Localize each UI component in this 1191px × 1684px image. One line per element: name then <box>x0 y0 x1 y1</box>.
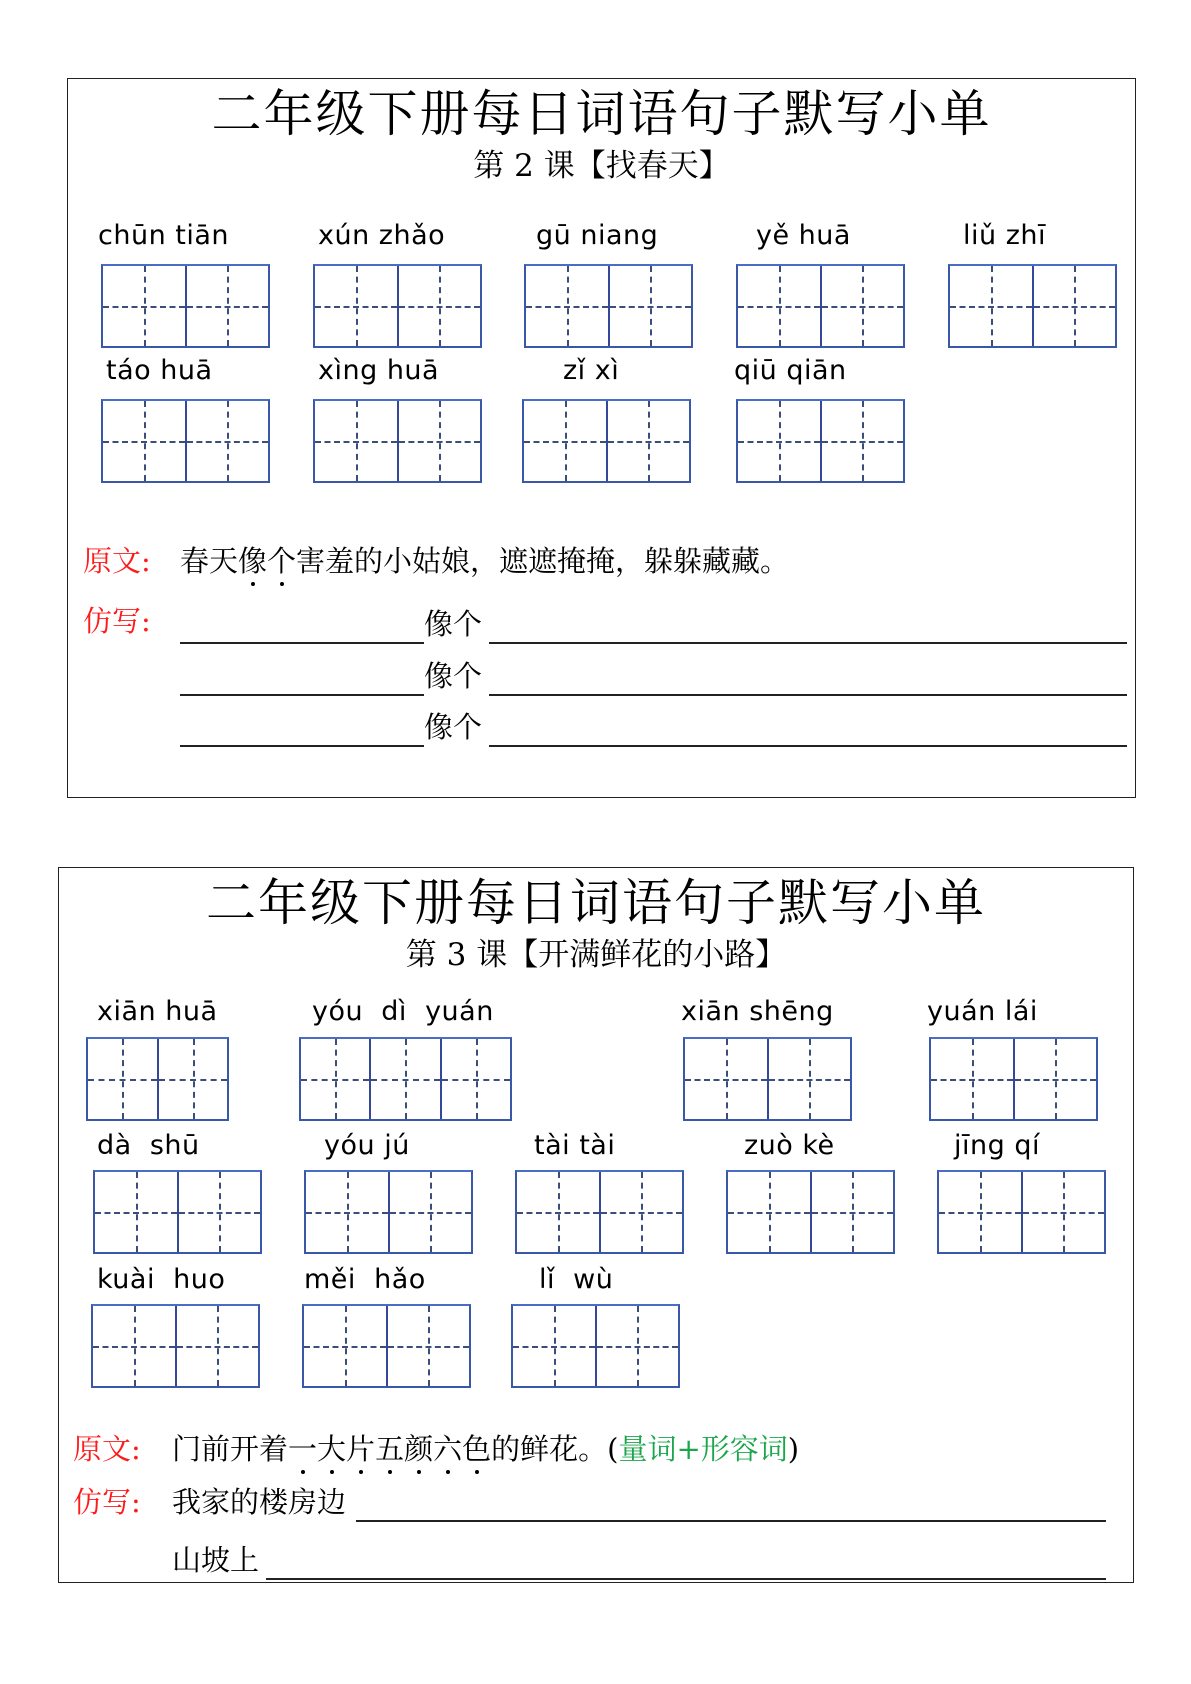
writing-grid[interactable] <box>736 399 905 483</box>
pinyin-label: xún zhǎo <box>318 220 446 251</box>
writing-grid[interactable] <box>299 1037 512 1121</box>
writing-grid[interactable] <box>948 264 1117 348</box>
writing-grid[interactable] <box>302 1304 471 1388</box>
writing-grid[interactable] <box>683 1037 852 1121</box>
pinyin-label: yě huā <box>756 220 851 251</box>
writing-grid[interactable] <box>726 1170 895 1254</box>
emphasized-char: 大 <box>317 1432 347 1466</box>
writing-grid[interactable] <box>929 1037 1098 1121</box>
answer-blank[interactable] <box>180 745 424 747</box>
emphasized-char: 色 <box>462 1432 492 1466</box>
writing-grid[interactable] <box>101 399 270 483</box>
original-label: 原文: <box>73 1432 141 1466</box>
pinyin-label: dà shū <box>97 1130 200 1161</box>
pinyin-label: qiū qiān <box>734 355 847 386</box>
writing-grid[interactable] <box>304 1170 473 1254</box>
worksheet-lesson-2 <box>67 78 1136 798</box>
writing-grid[interactable] <box>524 264 693 348</box>
pinyin-label: xiān shēng <box>681 996 834 1027</box>
lesson-subtitle: 第 2 课【找春天】 <box>473 148 730 184</box>
emphasized-char: 颜 <box>404 1432 434 1466</box>
emphasized-char: 像 <box>238 544 268 578</box>
answer-blank[interactable] <box>489 694 1127 696</box>
original-sentence <box>180 544 790 578</box>
sentence-stem: 山坡上 <box>172 1543 260 1577</box>
sentence-stem: 像个 <box>424 607 483 641</box>
sentence-part: 春天 <box>180 544 239 578</box>
pinyin-label: xìng huā <box>318 355 440 386</box>
writing-grid[interactable] <box>93 1170 262 1254</box>
pinyin-label: liǔ zhī <box>963 220 1046 251</box>
sentence-part: ) <box>787 1432 800 1466</box>
worksheet-lesson-3 <box>58 867 1134 1583</box>
lesson-subtitle: 第 3 课【开满鲜花的小路】 <box>405 937 787 973</box>
imitate-label: 仿写: <box>83 604 151 638</box>
emphasized-char: 五 <box>375 1432 405 1466</box>
pinyin-label: yóu dì yuán <box>312 996 494 1027</box>
pinyin-label: yóu jú <box>324 1130 410 1161</box>
original-sentence <box>172 1432 800 1466</box>
sentence-stem: 像个 <box>424 710 483 744</box>
emphasized-char: 一 <box>288 1432 318 1466</box>
writing-grid[interactable] <box>522 399 691 483</box>
pinyin-label: kuài huo <box>97 1264 226 1295</box>
sentence-part: 门前开着 <box>172 1432 289 1466</box>
answer-blank[interactable] <box>356 1520 1106 1522</box>
sentence-stem: 像个 <box>424 659 483 693</box>
answer-blank[interactable] <box>489 642 1127 644</box>
writing-grid[interactable] <box>515 1170 684 1254</box>
worksheet-title: 二年级下册每日词语句子默写小单 <box>206 874 986 932</box>
emphasized-char: 六 <box>433 1432 463 1466</box>
grammar-hint: 量词+形容词 <box>618 1432 788 1466</box>
answer-blank[interactable] <box>266 1578 1106 1580</box>
pinyin-label: chūn tiān <box>98 220 230 251</box>
answer-blank[interactable] <box>180 642 424 644</box>
pinyin-label: yuán lái <box>927 996 1038 1027</box>
sentence-part: 害羞的小姑娘，遮遮掩掩，躲躲藏藏。 <box>296 544 790 578</box>
worksheet-title: 二年级下册每日词语句子默写小单 <box>211 85 992 143</box>
writing-grid[interactable] <box>86 1037 229 1121</box>
imitate-label: 仿写: <box>73 1485 141 1519</box>
pinyin-label: tài tài <box>534 1130 616 1161</box>
pinyin-label: zǐ xì <box>563 355 620 386</box>
sentence-stem: 我家的楼房边 <box>172 1485 347 1519</box>
pinyin-label: xiān huā <box>97 996 218 1027</box>
answer-blank[interactable] <box>180 694 424 696</box>
writing-grid[interactable] <box>91 1304 260 1388</box>
writing-grid[interactable] <box>313 264 482 348</box>
pinyin-label: měi hǎo <box>304 1264 426 1295</box>
sentence-part: 的鲜花。( <box>491 1432 619 1466</box>
original-label: 原文: <box>83 544 151 578</box>
pinyin-label: zuò kè <box>744 1130 835 1161</box>
emphasized-char: 个 <box>267 544 297 578</box>
pinyin-label: lǐ wù <box>539 1264 614 1295</box>
writing-grid[interactable] <box>511 1304 680 1388</box>
writing-grid[interactable] <box>313 399 482 483</box>
writing-grid[interactable] <box>736 264 905 348</box>
emphasized-char: 片 <box>346 1432 376 1466</box>
pinyin-label: gū niang <box>536 220 659 251</box>
writing-grid[interactable] <box>937 1170 1106 1254</box>
pinyin-label: jīng qí <box>954 1130 1040 1161</box>
pinyin-label: táo huā <box>106 355 213 386</box>
answer-blank[interactable] <box>489 745 1127 747</box>
writing-grid[interactable] <box>101 264 270 348</box>
